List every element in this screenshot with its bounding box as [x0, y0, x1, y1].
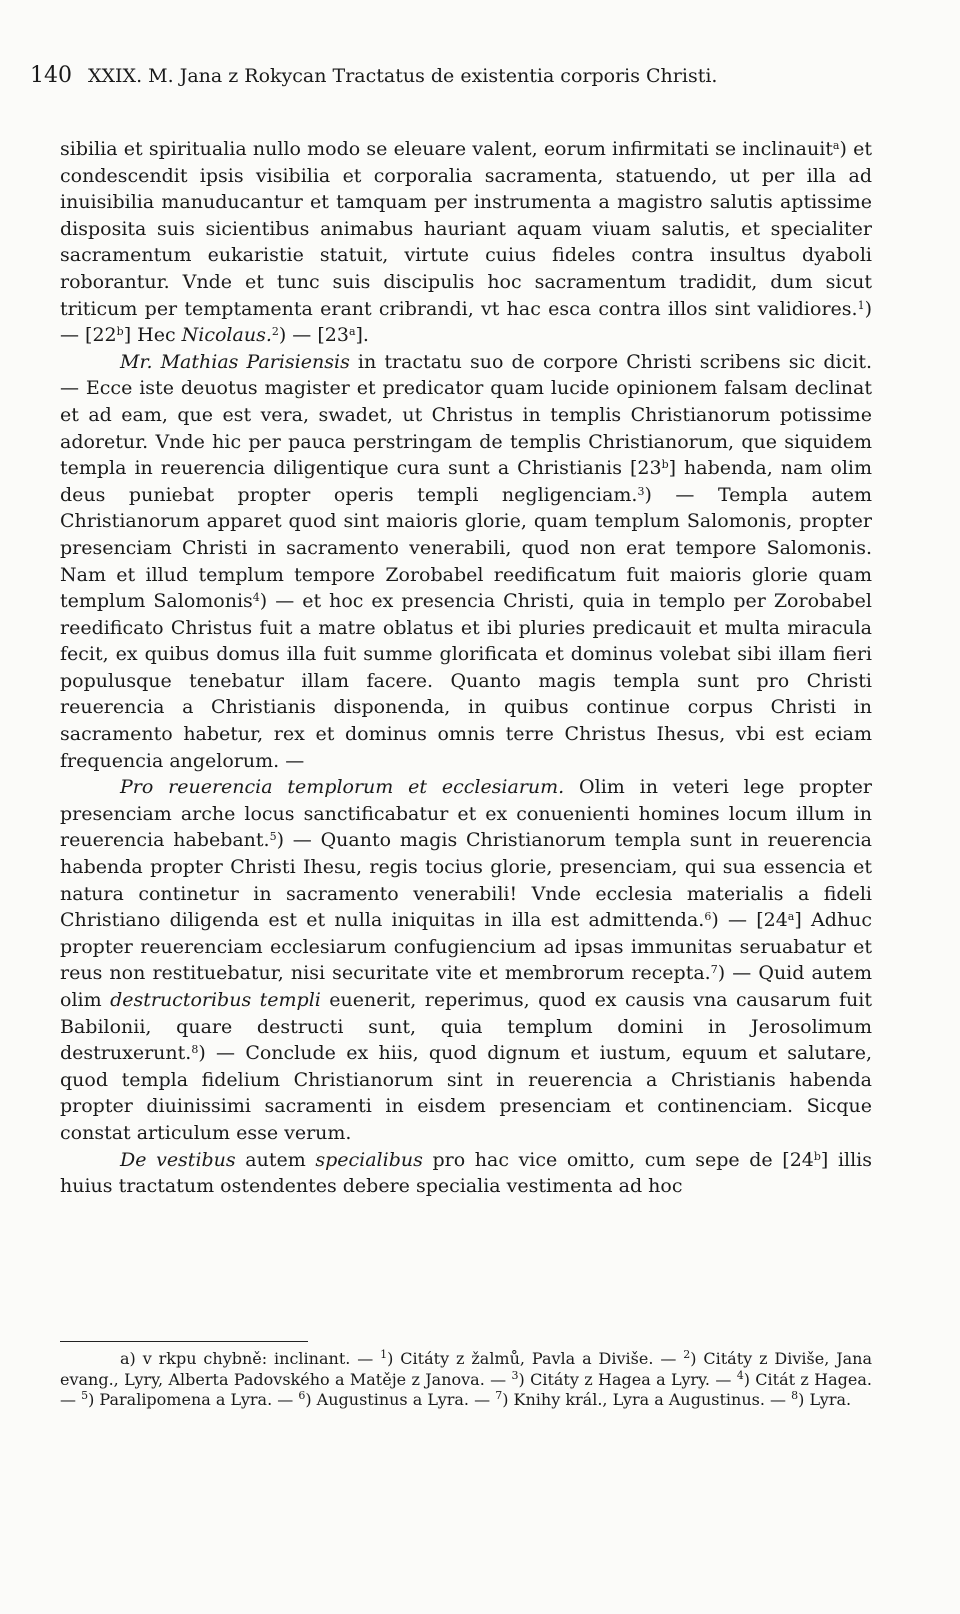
page-number: 140	[30, 63, 72, 88]
running-header	[30, 64, 910, 88]
paragraph: De vestibus autem specialibus pro hac vice omitto, cum sepe de [24$^b$] illis huius tractatum ostendentes debere specialia vestimenta ad hoc	[60, 1148, 872, 1198]
running-title: XXIX. M. Jana z Rokycan Tractatus de existentia corporis Christi.	[88, 65, 718, 87]
paragraph: Pro reuerencia templorum et ecclesiarum. Olim in veteri lege propter presenciam arche locus sanctificabatur et ex conuenienti homines locum illum in reuerencia habebant.$^5$) — Quanto magis Christianorum templa sunt in reuerencia habenda propter Christi Ihesu, regis tocius glorie, presenciam, qui sua essencia et natura continetur in sacramento venerabili! Vnde ecclesia materialis a fideli Christiano diligenda est et nulla iniquitas in illa est admittenda.$^6$) — [24$^a$] Adhuc propter reuerenciam ecclesiarum confugiencium ad ipsas immunitas seruabatur et reus non restituebatur, nisi securitate vite et membrorum recepta.$^7$) — Quid autem olim destructoribus templi euenerit, reperimus, quod ex causis vna causarum fuit Babilonii, quare destructi sunt, quia templum domini in Jerosolimum destruxerunt.$^8$) — Conclude ex hiis, quod dignum et iustum, equum et salutare, quod templa fidelium Christianorum sint in reuerencia a Christianis habenda propter diuinissimi sacramenti in eisdem presenciam et continenciam. Sicque constat articulum esse verum.	[60, 776, 873, 1144]
footnote-text: a) v rkpu chybně: inclinant. — $^1$) Citáty z žalmů, Pavla a Diviše. — $^2$) Citáty z Diviše, Jana evang., Lyry, Alberta Padovského a Matěje z Janova. — $^3$) Citáty z Hagea a Lyry. — $^4$) Citát z Hagea. — $^5$) Paralipomena a Lyra. — $^6$) Augustinus a Lyra. — $^7$) Knihy král., Lyra a Augustinus. — $^8$) Lyra.	[60, 1348, 872, 1410]
main-text	[60, 136, 872, 1200]
paragraph: sibilia et spiritualia nullo modo se eleuare valent, eorum infirmitati se inclinauit$^a$) et condescendit ipsis visibilia et corporalia sacramenta, statuendo, ut per illa ad inuisibilia manuducantur et tamquam per instrumenta a magistro salutis aptissime disposita suis sicientibus animabus hauriant aquam viuam salutis, et specialiter sacramentum eukaristie statuit, virtute cuius fideles contra insultus dyaboli roborantur. Vnde et tunc suis discipulis hoc sacramentum tradidit, dum sicut triticum per temptamenta erant cribrandi, vt hac esca contra illos sint validiores.$^1$) — [22$^b$] Hec Nicolaus.$^2$) — [23$^a$].	[60, 138, 872, 347]
footnotes	[60, 1349, 872, 1411]
paragraph: Mr. Mathias Parisiensis in tractatu suo de corpore Christi scribens sic dicit. — Ecce iste deuotus magister et predicator quam lucide opinionem falsam declinat et ad eam, que est vera, swadet, ut Christus in templis Christianorum potissime adoretur. Vnde hic per pauca perstringam de templis Christianorum, que siquidem templa in reuerencia diligentique cura sunt a Christianis [23$^b$] habenda, nam olim deus puniebat propter operis templi negligenciam.$^3$) — Templa autem Christianorum apparet quod sint maioris glorie, quam templum Salomonis, propter presenciam Christi in sacramento venerabili, quod non erat tempore Salomonis. Nam et illud templum tempore Zorobabel reedificatum fuit maioris glorie quam templum Salomonis$^4$) — et hoc ex presencia Christi, quia in templo per Zorobabel reedificato Christus fuit a matre oblatus et ibi pluries predicauit et multa miracula fecit, ex quibus domus illa fuit summe glorificata et dominus volebat sibi illam fieri populusque tenebatur illam facere. Quanto magis templa sunt pro Christi reuerencia a Christianis disponenda, in quibus continue corpus Christi in sacramento habetur, rex et dominus omnis terre Christus Ihesus, vbi est eciam frequencia angelorum. —	[60, 350, 872, 772]
footnote-divider	[60, 1341, 308, 1342]
